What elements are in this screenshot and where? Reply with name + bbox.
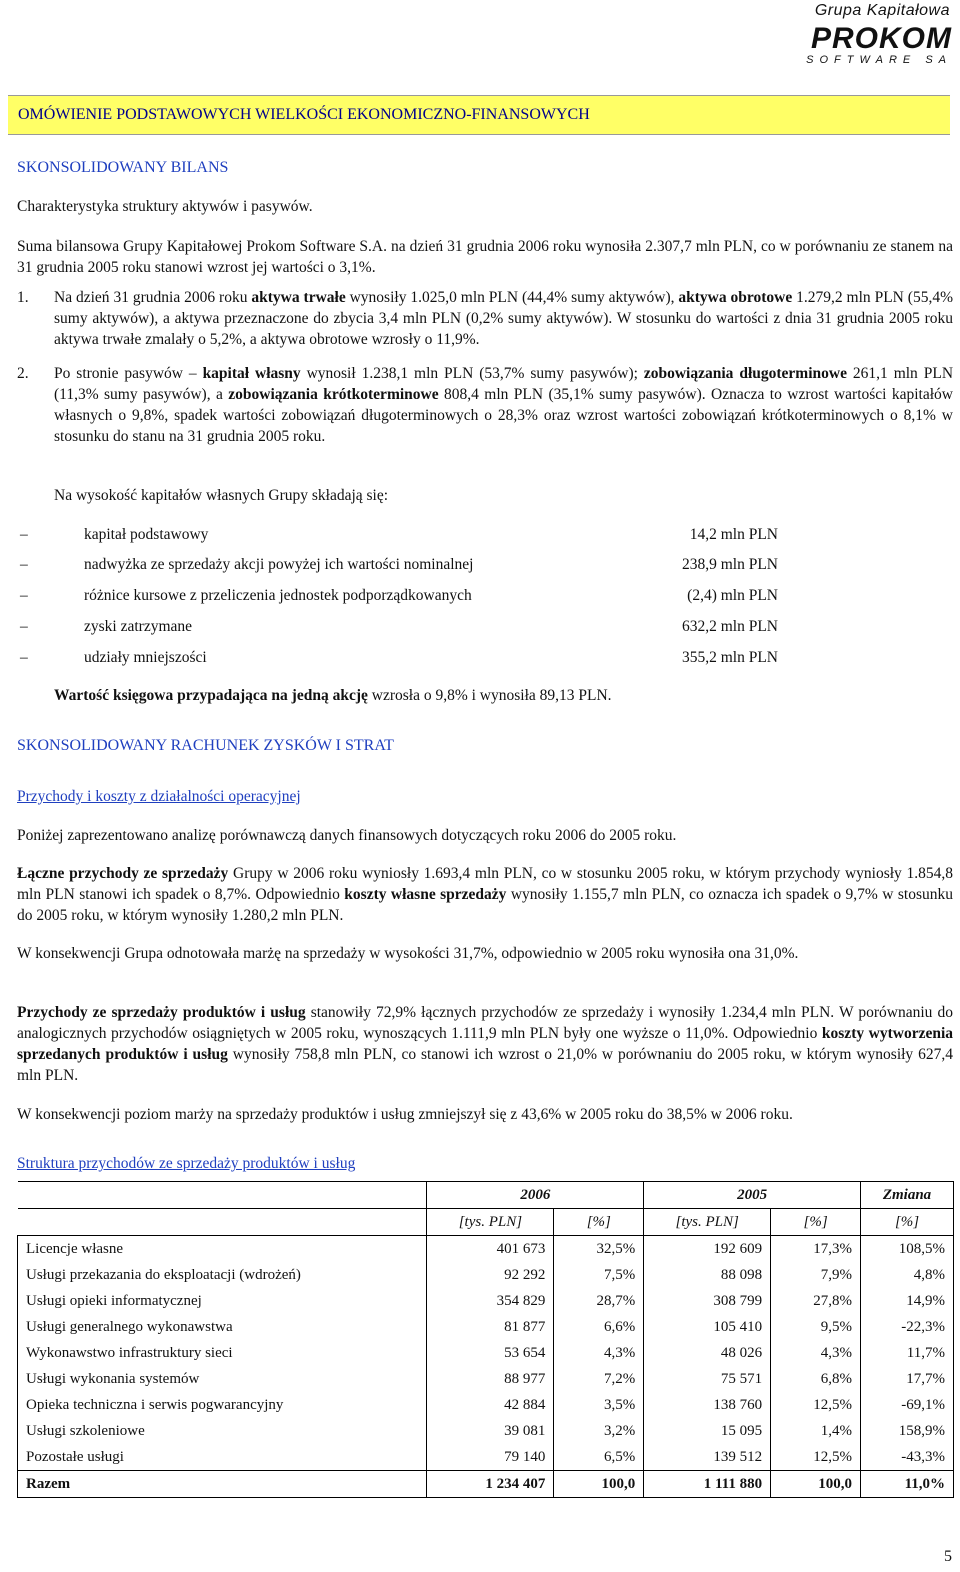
cell: 6,6% [554, 1314, 644, 1340]
table-row [18, 1288, 954, 1314]
cell: 1,4% [771, 1418, 861, 1444]
bold-text: aktywa trwałe [251, 289, 346, 306]
group-label: Grupa Kapitałowa [814, 2, 950, 19]
cell: 28,7% [554, 1288, 644, 1314]
balance-item-2 [17, 363, 954, 447]
table-total-row [18, 1471, 954, 1498]
logo-subtitle: SOFTWARE SA [806, 54, 952, 66]
cell: 9,5% [771, 1314, 861, 1340]
cell: -22,3% [861, 1314, 954, 1340]
cell: 39 081 [427, 1418, 554, 1444]
balance-item-1 [17, 287, 953, 350]
table-row [18, 1314, 954, 1340]
cell: 17,7% [861, 1366, 954, 1392]
table-header-row [18, 1182, 954, 1209]
cell: 15 095 [644, 1418, 771, 1444]
pnl-para-4 [17, 1002, 953, 1086]
equity-value: 238,9 mln PLN [681, 556, 778, 573]
unit-tys: [tys. PLN] [644, 1209, 771, 1236]
bold-text: Łączne przychody ze sprzedaży [17, 865, 229, 882]
cell: 1 111 880 [644, 1471, 771, 1498]
list-dash: – [20, 526, 28, 543]
row-label: Usługi przekazania do eksploatacji (wdrożeń) [18, 1262, 427, 1288]
table-row [18, 1236, 954, 1263]
section-banner [8, 95, 950, 135]
cell: 6,8% [771, 1366, 861, 1392]
cell: 308 799 [644, 1288, 771, 1314]
cell: 4,3% [771, 1340, 861, 1366]
balance-heading: SKONSOLIDOWANY BILANS [17, 159, 229, 176]
cell: 7,9% [771, 1262, 861, 1288]
pnl-para-5: W konsekwencji poziom marży na sprzedaży produktów i usług zmniejszył się z 43,6% w 2005 roku do 38,5% w 2006 roku. [17, 1106, 793, 1123]
table-row [18, 1444, 954, 1471]
header-change: Zmiana [861, 1182, 954, 1209]
list-dash: – [20, 649, 28, 666]
balance-subheading: Charakterystyka struktury aktywów i pasywów. [17, 198, 313, 215]
cell: 354 829 [427, 1288, 554, 1314]
cell: 11,7% [861, 1340, 954, 1366]
cell: 27,8% [771, 1288, 861, 1314]
table-row [18, 1418, 954, 1444]
prokom-logo: PROKOM [811, 22, 952, 55]
pnl-para-1: Poniżej zaprezentowano analizę porównawczą danych finansowych dotyczących roku 2006 do 2005 roku. [17, 827, 677, 844]
cell: 4,3% [554, 1340, 644, 1366]
unit-tys: [tys. PLN] [427, 1209, 554, 1236]
equity-label: kapitał podstawowy [84, 526, 209, 543]
cell: 92 292 [427, 1262, 554, 1288]
text: wynosił 1.238,1 mln PLN (53,7% sumy pasywów); [300, 365, 644, 382]
cell: -43,3% [861, 1444, 954, 1471]
cell: 53 654 [427, 1340, 554, 1366]
bold-text: zobowiązania długoterminowe [643, 365, 847, 382]
cell: 192 609 [644, 1236, 771, 1263]
units-blank [18, 1209, 427, 1236]
row-label: Pozostałe usługi [18, 1444, 427, 1471]
cell: 138 760 [644, 1392, 771, 1418]
balance-intro: Suma bilansowa Grupy Kapitałowej Prokom Software S.A. na dzień 31 grudnia 2006 roku wynosiła 2.307,7 mln PLN, co w porównaniu ze stanem na 31 grudnia 2005 roku stanowi wzrost jej wartości o 3,1%. [17, 238, 953, 276]
cell: 7,5% [554, 1262, 644, 1288]
list-dash: – [20, 556, 28, 573]
row-label: Usługi generalnego wykonawstwa [18, 1314, 427, 1340]
bold-text: aktywa obrotowe [678, 289, 793, 306]
bold-text: kapitał własny [202, 365, 301, 382]
cell: 158,9% [861, 1418, 954, 1444]
cell: 32,5% [554, 1236, 644, 1263]
bold-text: koszty własne sprzedaży [344, 886, 507, 903]
text: 1.279,2 mln PLN (55,4% sumy aktywów), a aktywa przeznaczone do zbycia 3,4 mln PLN (0,2% sumy aktywów). W stosunku do wartości z dnia 31 grudnia 2005 roku aktywa trwałe zmalały o 5,2%, a aktywa obrotowe wzrosły o 11,9%. [54, 289, 953, 348]
unit-pct: [%] [861, 1209, 954, 1236]
pnl-heading: SKONSOLIDOWANY RACHUNEK ZYSKÓW I STRAT [17, 737, 394, 754]
bold-text: Wartość księgowa przypadająca na jedną akcję [54, 687, 368, 704]
cell: 108,5% [861, 1236, 954, 1263]
unit-pct: [%] [771, 1209, 861, 1236]
text: wynosiły 1.025,0 mln PLN (44,4% sumy aktywów), [345, 289, 679, 306]
cell: 81 877 [427, 1314, 554, 1340]
equity-label: zyski zatrzymane [84, 618, 193, 635]
cell: 139 512 [644, 1444, 771, 1471]
table-heading: Struktura przychodów ze sprzedaży produktów i usług [17, 1155, 356, 1172]
row-label: Usługi opieki informatycznej [18, 1288, 427, 1314]
text: 808,4 mln PLN (35,1% sumy pasywów). Oznacza to wzrost wartości kapitałów własnych o 9,8%, spadek wartości zobowiązań długoterminowych o 28,3% oraz wzrost wartości zobowiązań krótkoterminowych o 8,1% w stosunku do stanu na 31 grudnia 2005 roku. [54, 386, 953, 445]
table-row [18, 1366, 954, 1392]
cell: 79 140 [427, 1444, 554, 1471]
cell: 100,0 [554, 1471, 644, 1498]
row-label: Opieka techniczna i serwis pogwarancyjny [18, 1392, 427, 1418]
header-2006: 2006 [427, 1182, 644, 1209]
cell: 75 571 [644, 1366, 771, 1392]
text: wynosiły 1.155,7 mln PLN, co oznacza ich spadek o 9,7% w stosunku do 2005 roku, w którym wynosiły 1.280,2 mln PLN. [17, 886, 953, 924]
unit-pct: [%] [554, 1209, 644, 1236]
row-label: Wykonawstwo infrastruktury sieci [18, 1340, 427, 1366]
table-units-row [18, 1209, 954, 1236]
row-label: Licencje własne [18, 1236, 427, 1263]
row-label: Usługi szkoleniowe [18, 1418, 427, 1444]
cell: 12,5% [771, 1392, 861, 1418]
equity-value: 632,2 mln PLN [681, 618, 778, 635]
table-row [18, 1392, 954, 1418]
equity-value: 14,2 mln PLN [689, 526, 778, 543]
cell: 401 673 [427, 1236, 554, 1263]
cell: 42 884 [427, 1392, 554, 1418]
cell: 14,9% [861, 1288, 954, 1314]
item-number: 1. [17, 289, 29, 306]
list-dash: – [20, 618, 28, 635]
equity-value: (2,4) mln PLN [687, 587, 778, 604]
cell: 88 977 [427, 1366, 554, 1392]
text: 261,1 mln PLN (11,3% sumy pasywów), a [54, 365, 954, 403]
banner-title: OMÓWIENIE PODSTAWOWYCH WIELKOŚCI EKONOMICZNO-FINANSOWYCH [18, 106, 590, 123]
cell: 11,0% [861, 1471, 954, 1498]
text: stanowiły 72,9% łącznych przychodów ze sprzedaży i wynosiły 1.234,4 mln PLN. W porównaniu do analogicznych przychodów osiągniętych w 2005 roku, wynoszących 1.111,9 mln PLN były one wyższe o 11,0%. Odpowiednio [17, 1004, 953, 1042]
header-blank [18, 1182, 427, 1209]
text: wzrosła o 9,8% i wynosiła 89,13 PLN. [367, 687, 612, 704]
bold-text: zobowiązania krótkoterminowe [228, 386, 439, 403]
text: Po stronie pasywów – [54, 365, 203, 382]
bold-text: koszty wytworzenia sprzedanych produktów i usług [17, 1025, 954, 1063]
cell: 105 410 [644, 1314, 771, 1340]
text: Na dzień 31 grudnia 2006 roku [54, 289, 252, 306]
cell: 100,0 [771, 1471, 861, 1498]
row-label: Usługi wykonania systemów [18, 1366, 427, 1392]
cell: 3,5% [554, 1392, 644, 1418]
bold-text: Przychody ze sprzedaży produktów i usług [17, 1004, 306, 1021]
page-number: 5 [944, 1548, 952, 1565]
text: wynosiły 758,8 mln PLN, co stanowi ich wzrost o 21,0% w porównaniu do 2005 roku, w którym wynosiły 627,4 mln PLN. [17, 1046, 953, 1084]
equity-value: 355,2 mln PLN [681, 649, 778, 666]
equity-label: nadwyżka ze sprzedaży akcji powyżej ich wartości nominalnej [84, 556, 474, 573]
pnl-subheading: Przychody i koszty z działalności operacyjnej [17, 788, 301, 805]
header-2005: 2005 [644, 1182, 861, 1209]
book-value-line [54, 687, 612, 705]
cell: -69,1% [861, 1392, 954, 1418]
cell: 48 026 [644, 1340, 771, 1366]
cell: 7,2% [554, 1366, 644, 1392]
table-row [18, 1340, 954, 1366]
cell: 1 234 407 [427, 1471, 554, 1498]
cell: 4,8% [861, 1262, 954, 1288]
cell: 6,5% [554, 1444, 644, 1471]
pnl-para-3: W konsekwencji Grupa odnotowała marżę na sprzedaży w wysokości 31,7%, odpowiednio w 2005 roku wynosiła ona 31,0%. [17, 945, 799, 962]
cell: 3,2% [554, 1418, 644, 1444]
cell: 17,3% [771, 1236, 861, 1263]
equity-intro: Na wysokość kapitałów własnych Grupy składają się: [54, 487, 389, 504]
total-label: Razem [18, 1471, 427, 1498]
list-dash: – [20, 587, 28, 604]
revenue-structure-table [17, 1181, 954, 1498]
item-number: 2. [17, 365, 29, 382]
cell: 12,5% [771, 1444, 861, 1471]
cell: 88 098 [644, 1262, 771, 1288]
text: Grupy w 2006 roku wyniosły 1.693,4 mln PLN, co w stosunku 2005 roku, w którym przychody wyniosły 1.854,8 mln PLN stanowi ich spadek o 8,7%. Odpowiednio [17, 865, 953, 903]
table-row [18, 1262, 954, 1288]
equity-label: udziały mniejszości [84, 649, 207, 666]
equity-label: różnice kursowe z przeliczenia jednostek podporządkowanych [84, 587, 472, 604]
pnl-para-2 [17, 863, 953, 926]
